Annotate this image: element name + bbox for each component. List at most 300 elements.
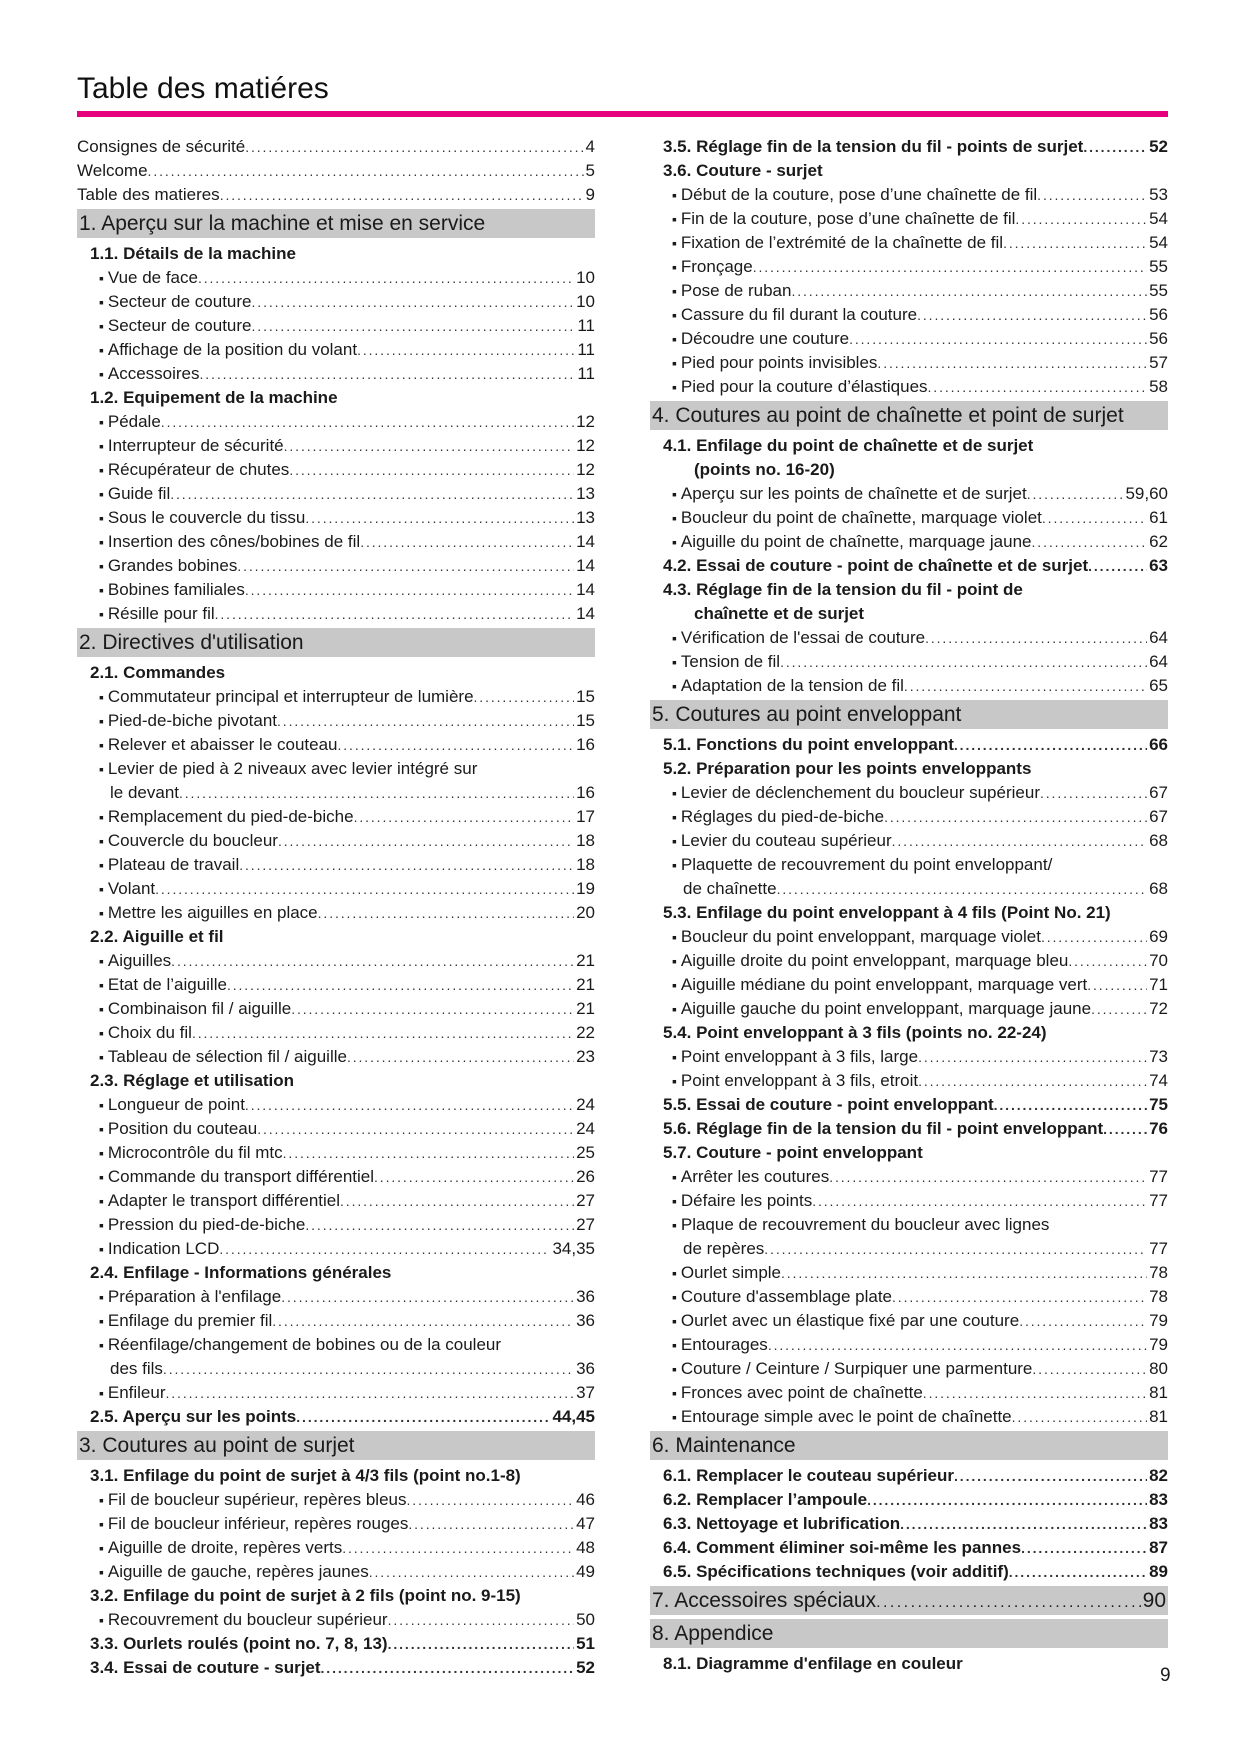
- toc-entry-title: ▪ Pied-de-biche pivotant: [99, 709, 277, 733]
- dot-leader: [1041, 925, 1147, 949]
- dot-leader: [338, 733, 575, 757]
- toc-entry-page: 25: [576, 1143, 595, 1162]
- page-number: 9: [1160, 1665, 1171, 1686]
- toc-entry-page: 63: [1149, 556, 1168, 575]
- dot-leader: [239, 853, 574, 877]
- dot-leader: [388, 1608, 575, 1632]
- toc-entry-title: ▪ Levier de déclenchement du boucleur supérieur: [672, 781, 1040, 805]
- toc-entry-title: 3.2. Enfilage du point de surjet à 2 fils (point no. 9-15): [90, 1586, 521, 1605]
- toc-entry-page: 83: [1149, 1490, 1168, 1509]
- dot-leader: [1037, 183, 1147, 207]
- toc-subsection: [650, 159, 1168, 183]
- dot-leader: [245, 135, 583, 159]
- toc-entry: [77, 709, 595, 733]
- dot-leader: [900, 1512, 1147, 1536]
- toc-entry-page: 75: [1149, 1095, 1168, 1114]
- toc-entry: [650, 650, 1168, 674]
- dot-leader: [1083, 135, 1147, 159]
- toc-entry-title: 5.2. Préparation pour les points enveloppants: [663, 759, 1032, 778]
- toc-entry: [77, 997, 595, 1021]
- toc-entry: [77, 1141, 595, 1165]
- toc-entry-title: 4.1. Enfilage du point de chaînette et de surjet: [663, 436, 1034, 455]
- toc-entry-title: 8.1. Diagramme d'enfilage en couleur: [663, 1654, 963, 1673]
- toc-entry-page: 12: [576, 460, 595, 479]
- toc-entry: [650, 482, 1168, 506]
- toc-subsection: [650, 901, 1168, 925]
- toc-entry: [77, 338, 595, 362]
- toc-entry-title: ▪ Fin de la couture, pose d’une chaînette de fil: [672, 207, 1015, 231]
- toc-entry-title: des fils: [110, 1359, 163, 1378]
- toc-entry-title: ▪ Volant: [99, 877, 155, 901]
- dot-leader: [284, 434, 574, 458]
- toc-entry: [650, 279, 1168, 303]
- dot-leader: [360, 530, 574, 554]
- dot-leader: [237, 554, 574, 578]
- toc-entry-title: ▪ Mettre les aiguilles en place: [99, 901, 318, 925]
- toc-entry: [77, 266, 595, 290]
- toc-section-heading: [77, 628, 595, 657]
- toc-entry-page: 80: [1149, 1359, 1168, 1378]
- toc-entry-title: 5.3. Enfilage du point enveloppant à 4 fils (Point No. 21): [663, 903, 1111, 922]
- toc-entry-title: ▪ Découdre une couture: [672, 327, 849, 351]
- toc-subsection: [650, 1488, 1168, 1512]
- dot-leader: [357, 338, 575, 362]
- dot-leader: [200, 362, 576, 386]
- toc-subsection: [77, 925, 595, 949]
- dot-leader: [291, 997, 574, 1021]
- toc-entry: [650, 1357, 1168, 1381]
- toc-entry-title: ▪ Secteur de couture: [99, 314, 252, 338]
- dot-leader: [347, 1045, 574, 1069]
- toc-entry-title: ▪ Arrêter les coutures: [672, 1165, 829, 1189]
- toc-entry-title: 7. Accessoires spéciaux: [652, 1589, 877, 1612]
- toc-entry: [650, 207, 1168, 231]
- toc-entry-page: 69: [1149, 927, 1168, 946]
- dot-leader: [321, 1656, 575, 1680]
- toc-entry-title: Consignes de sécurité: [77, 137, 246, 156]
- dot-leader: [257, 1117, 574, 1141]
- toc-entry-title: 5. Coutures au point enveloppant: [652, 703, 962, 726]
- toc-entry: [77, 973, 595, 997]
- toc-entry-title: ▪ Début de la couture, pose d’une chaînette de fil: [672, 183, 1037, 207]
- toc-entry-page: 24: [576, 1095, 595, 1114]
- dot-leader: [884, 805, 1147, 829]
- toc-entry-page: 55: [1149, 257, 1168, 276]
- dot-leader: [1009, 1560, 1147, 1584]
- toc-entry-title: ▪ Bobines familiales: [99, 578, 245, 602]
- toc-entry-title: 3. Coutures au point de surjet: [79, 1434, 355, 1457]
- toc-entry-page: 18: [576, 855, 595, 874]
- toc-entry-title: ▪ Secteur de couture: [99, 290, 252, 314]
- toc-entry-title: chaînette et de surjet: [694, 604, 865, 623]
- toc-entry-page: 76: [1149, 1119, 1168, 1138]
- toc-entry-title: 4. Coutures au point de chaînette et point de surjet: [652, 404, 1124, 427]
- toc-entry-page: 11: [577, 364, 595, 383]
- toc-entry-title: ▪ Récupérateur de chutes: [99, 458, 289, 482]
- title-underline: [77, 111, 1168, 117]
- toc-subsection: [650, 1464, 1168, 1488]
- dot-leader: [753, 255, 1147, 279]
- toc-entry-page: 17: [576, 807, 595, 826]
- toc-entry-page: 87: [1149, 1538, 1168, 1557]
- toc-entry-page: 52: [1149, 137, 1168, 156]
- toc-entry-title: 5.4. Point enveloppant à 3 fils (points no. 22-24): [663, 1023, 1047, 1042]
- toc-subsection: [650, 757, 1168, 781]
- toc-entry: [650, 327, 1168, 351]
- toc-entry-title: ▪ Plaquette de recouvrement du point enveloppant/: [672, 853, 1052, 877]
- toc-entry: [77, 602, 595, 626]
- toc-entry-page: 4: [585, 137, 595, 156]
- dot-leader: [1032, 1357, 1147, 1381]
- dot-leader: [374, 1165, 574, 1189]
- toc-entry-title: 2.4. Enfilage - Informations générales: [90, 1263, 392, 1282]
- toc-entry: [650, 1285, 1168, 1309]
- dot-leader: [166, 1381, 575, 1405]
- toc-entry-page: 20: [576, 903, 595, 922]
- toc-entry-page: 73: [1149, 1047, 1168, 1066]
- toc-entry-title: 5.5. Essai de couture - point enveloppant: [663, 1095, 994, 1114]
- dot-leader: [791, 279, 1147, 303]
- toc-entry: [77, 877, 595, 901]
- dot-leader: [1040, 781, 1147, 805]
- toc-entry: [650, 949, 1168, 973]
- toc-entry-title: ▪ Vérification de l'essai de couture: [672, 626, 925, 650]
- toc-entry-title: ▪ Pied pour points invisibles: [672, 351, 877, 375]
- toc-entry-page: 52: [576, 1658, 595, 1677]
- toc-entry-page: 78: [1149, 1287, 1168, 1306]
- dot-leader: [277, 709, 574, 733]
- toc-entry-page: 81: [1149, 1383, 1168, 1402]
- toc-entry-title: ▪ Position du couteau: [99, 1117, 257, 1141]
- toc-entry-title: ▪ Enfilage du premier fil: [99, 1309, 272, 1333]
- toc-entry-title: ▪ Réglages du pied-de-biche: [672, 805, 884, 829]
- toc-entry-page: 14: [576, 580, 595, 599]
- toc-entry-page: 57: [1149, 353, 1168, 372]
- toc-entry-title: ▪ Cassure du fil durant la couture: [672, 303, 917, 327]
- toc-subsection: [650, 733, 1168, 757]
- dot-leader: [474, 685, 575, 709]
- dot-leader: [777, 877, 1148, 901]
- toc-entry-title: ▪ Insertion des cônes/bobines de fil: [99, 530, 360, 554]
- toc-entry-title: ▪ Fronçage: [672, 255, 753, 279]
- toc-entry-title: ▪ Pose de ruban: [672, 279, 791, 303]
- toc-subsection: [77, 661, 595, 685]
- toc-entry-page: 64: [1149, 652, 1168, 671]
- toc-entry-page: 22: [576, 1023, 595, 1042]
- dot-leader: [1042, 506, 1147, 530]
- toc-entry-page: 11: [577, 316, 595, 335]
- toc-entry: [650, 375, 1168, 399]
- toc-entry: [77, 314, 595, 338]
- toc-entry: [77, 1381, 595, 1405]
- toc-entry: [77, 1237, 595, 1261]
- toc-entry-title: ▪ Accessoires: [99, 362, 200, 386]
- toc-entry: [650, 1333, 1168, 1357]
- toc-entry-page: 62: [1149, 532, 1168, 551]
- dot-leader: [252, 290, 575, 314]
- dot-leader: [283, 1141, 574, 1165]
- toc-entry: [77, 1117, 595, 1141]
- toc-entry-page: 21: [576, 975, 595, 994]
- toc-entry-page: 67: [1149, 807, 1168, 826]
- dot-leader: [1091, 997, 1147, 1021]
- toc-entry-page: 53: [1149, 185, 1168, 204]
- toc-entry-page: 51: [576, 1634, 595, 1653]
- toc-entry-title: ▪ Longueur de point: [99, 1093, 245, 1117]
- toc-entry-title: ▪ Commande du transport différentiel: [99, 1165, 374, 1189]
- toc-entry: [650, 1261, 1168, 1285]
- toc-entry-title: ▪ Ourlet avec un élastique fixé par une couture: [672, 1309, 1019, 1333]
- dot-leader: [179, 781, 574, 805]
- dot-leader: [994, 1093, 1147, 1117]
- toc-entry-title: ▪ Adapter le transport différentiel: [99, 1189, 340, 1213]
- dot-leader: [918, 1045, 1147, 1069]
- toc-entry: [77, 1333, 595, 1357]
- toc-entry-title: ▪ Ourlet simple: [672, 1261, 781, 1285]
- toc-entry-page: 48: [576, 1538, 595, 1557]
- toc-subsection: [77, 1584, 595, 1608]
- toc-subsection: [650, 1536, 1168, 1560]
- toc-entry: [77, 1512, 595, 1536]
- toc-entry-page: 77: [1149, 1239, 1168, 1258]
- toc-entry: [77, 685, 595, 709]
- toc-entry: [77, 829, 595, 853]
- toc-entry: [77, 410, 595, 434]
- toc-entry-page: 13: [576, 508, 595, 527]
- toc-entry-page: 54: [1149, 209, 1168, 228]
- toc-entry-title: ▪ Boucleur du point enveloppant, marquage violet: [672, 925, 1041, 949]
- dot-leader: [829, 1165, 1147, 1189]
- dot-leader: [305, 1213, 574, 1237]
- toc-entry-page: 10: [576, 268, 595, 287]
- dot-leader: [849, 327, 1147, 351]
- toc-entry-title: (points no. 16-20): [694, 460, 835, 479]
- dot-leader: [215, 602, 574, 626]
- toc-entry-page: 14: [576, 556, 595, 575]
- toc-entry-title: 6.1. Remplacer le couteau supérieur: [663, 1466, 955, 1485]
- dot-leader: [198, 266, 574, 290]
- toc-entry-title: ▪ Pied pour la couture d’élastiques: [672, 375, 928, 399]
- dot-leader: [877, 351, 1147, 375]
- toc-entry-page: 26: [576, 1167, 595, 1186]
- toc-entry-title: 3.6. Couture - surjet: [663, 161, 823, 180]
- toc-entry-title: ▪ Point enveloppant à 3 fils, large: [672, 1045, 918, 1069]
- toc-entry: [650, 805, 1168, 829]
- toc-entry: [650, 1069, 1168, 1093]
- dot-leader: [161, 410, 574, 434]
- toc-entry-title: 1.2. Equipement de la machine: [90, 388, 338, 407]
- toc-entry-page: 67: [1149, 783, 1168, 802]
- toc-entry: [77, 733, 595, 757]
- toc-entry-page: 72: [1149, 999, 1168, 1018]
- toc-entry-page: 21: [576, 999, 595, 1018]
- dot-leader: [918, 1069, 1147, 1093]
- toc-entry-title: ▪ Interrupteur de sécurité: [99, 434, 284, 458]
- toc-entry: [77, 482, 595, 506]
- toc-entry-title: 5.6. Réglage fin de la tension du fil - point enveloppant: [663, 1119, 1104, 1138]
- toc-entry-page: 14: [576, 604, 595, 623]
- toc-entry-page: 50: [576, 1610, 595, 1629]
- toc-entry: [650, 351, 1168, 375]
- toc-entry: [77, 1536, 595, 1560]
- toc-entry-title: ▪ Affichage de la position du volant: [99, 338, 357, 362]
- toc-entry-page: 59,60: [1125, 484, 1168, 503]
- toc-entry: [77, 1021, 595, 1045]
- dot-leader: [289, 458, 574, 482]
- dot-leader: [1027, 482, 1124, 506]
- toc-subsection: [77, 1464, 595, 1488]
- toc-entry-title: ▪ Tableau de sélection fil / aiguille: [99, 1045, 347, 1069]
- dot-leader: [1019, 1309, 1147, 1333]
- toc-entry-title: ▪ Guide fil: [99, 482, 170, 506]
- dot-leader: [220, 183, 584, 207]
- toc-subsection: [650, 458, 1168, 482]
- toc-entry-title: ▪ Pression du pied-de-biche: [99, 1213, 305, 1237]
- toc-entry: [77, 1045, 595, 1069]
- toc-left-column: [77, 135, 595, 1680]
- dot-leader: [219, 1237, 550, 1261]
- toc-subsection: [650, 602, 1168, 626]
- toc-entry-page: 24: [576, 1119, 595, 1138]
- toc-entry-title: le devant: [110, 783, 179, 802]
- toc-entry-title: ▪ Fixation de l’extrémité de la chaînette de fil: [672, 231, 1003, 255]
- toc-entry-page: 11: [577, 340, 595, 359]
- toc-entry-page: 18: [576, 831, 595, 850]
- dot-leader: [369, 1560, 574, 1584]
- toc-section-heading: [77, 209, 595, 238]
- toc-subsection: [77, 1632, 595, 1656]
- toc-entry: [650, 829, 1168, 853]
- toc-entry-title: ▪ Commutateur principal et interrupteur de lumière: [99, 685, 474, 709]
- dot-leader: [904, 674, 1147, 698]
- toc-entry: [650, 1213, 1168, 1237]
- toc-entry-title: ▪ Enfileur: [99, 1381, 166, 1405]
- toc-entry: [77, 458, 595, 482]
- toc-entry: [650, 781, 1168, 805]
- dot-leader: [867, 1488, 1147, 1512]
- dot-leader: [354, 805, 575, 829]
- toc-entry: [650, 1189, 1168, 1213]
- toc-entry-title: 6.5. Spécifications techniques (voir additif): [663, 1562, 1009, 1581]
- toc-entry-title: ▪ Fil de boucleur supérieur, repères bleus: [99, 1488, 406, 1512]
- dot-leader: [148, 159, 584, 183]
- dot-leader: [1068, 949, 1147, 973]
- dot-leader: [1032, 530, 1148, 554]
- toc-entry: [77, 1488, 595, 1512]
- toc-entry: [77, 781, 595, 805]
- toc-entry-page: 12: [576, 436, 595, 455]
- toc-section-heading: [77, 1431, 595, 1460]
- toc-entry-title: ▪ Aiguille du point de chaînette, marquage jaune: [672, 530, 1032, 554]
- toc-entry-page: 56: [1149, 329, 1168, 348]
- toc-entry-title: ▪ Remplacement du pied-de-biche: [99, 805, 354, 829]
- toc-entry-title: 2. Directives d'utilisation: [79, 631, 304, 654]
- toc-entry-page: 36: [576, 1359, 595, 1378]
- toc-entry: [650, 674, 1168, 698]
- toc-subsection: [77, 1656, 595, 1680]
- toc-entry-page: 15: [576, 711, 595, 730]
- dot-leader: [1003, 231, 1147, 255]
- toc-subsection: [650, 135, 1168, 159]
- toc-entry-page: 61: [1149, 508, 1168, 527]
- toc-entry: [650, 1237, 1168, 1261]
- toc-entry-title: ▪ Pédale: [99, 410, 161, 434]
- dot-leader: [925, 626, 1147, 650]
- dot-leader: [227, 973, 574, 997]
- toc-entry-title: 3.3. Ourlets roulés (point no. 7, 8, 13): [90, 1634, 388, 1653]
- toc-entry-title: ▪ Aiguille de gauche, repères jaunes: [99, 1560, 369, 1584]
- toc-entry-title: 2.2. Aiguille et fil: [90, 927, 224, 946]
- toc-entry-title: Welcome: [77, 161, 148, 180]
- toc-entry-page: 70: [1149, 951, 1168, 970]
- toc-entry-title: ▪ Recouvrement du boucleur supérieur: [99, 1608, 388, 1632]
- toc-entry-page: 55: [1149, 281, 1168, 300]
- toc-entry-page: 82: [1149, 1466, 1168, 1485]
- toc-entry: [650, 1309, 1168, 1333]
- toc-entry-page: 90: [1142, 1589, 1166, 1612]
- toc-entry-title: Table des matieres: [77, 185, 220, 204]
- dot-leader: [780, 650, 1147, 674]
- toc-entry-title: 3.5. Réglage fin de la tension du fil - points de surjet: [663, 137, 1084, 156]
- toc-entry: [77, 1285, 595, 1309]
- toc-entry-page: 68: [1149, 831, 1168, 850]
- toc-entry: [77, 135, 595, 159]
- toc-entry-page: 56: [1149, 305, 1168, 324]
- toc-section-heading: [650, 700, 1168, 729]
- toc-entry: [77, 1093, 595, 1117]
- toc-entry-title: ▪ Aiguille médiane du point enveloppant, marquage vert: [672, 973, 1087, 997]
- toc-entry-page: 34,35: [552, 1239, 595, 1258]
- dot-leader: [768, 1333, 1147, 1357]
- toc-entry: [650, 973, 1168, 997]
- dot-leader: [406, 1488, 574, 1512]
- toc-entry-page: 79: [1149, 1311, 1168, 1330]
- dot-leader: [781, 1261, 1147, 1285]
- dot-leader: [155, 877, 574, 901]
- toc-entry-title: ▪ Aiguille droite du point enveloppant, marquage bleu: [672, 949, 1068, 973]
- dot-leader: [163, 1357, 574, 1381]
- toc-entry-page: 12: [576, 412, 595, 431]
- toc-entry: [650, 877, 1168, 901]
- toc-entry-title: 2.5. Aperçu sur les points: [90, 1407, 297, 1426]
- toc-entry-title: 5.7. Couture - point enveloppant: [663, 1143, 923, 1162]
- toc-entry-page: 10: [576, 292, 595, 311]
- toc-entry-title: 8. Appendice: [652, 1622, 774, 1645]
- dot-leader: [272, 1309, 574, 1333]
- toc-subsection: [650, 1117, 1168, 1141]
- dot-leader: [892, 829, 1147, 853]
- toc-entry-title: ▪ Couture d'assemblage plate: [672, 1285, 892, 1309]
- toc-entry-page: 14: [576, 532, 595, 551]
- toc-subsection: [650, 1652, 1168, 1676]
- toc-entry: [77, 1560, 595, 1584]
- dot-leader: [954, 1464, 1147, 1488]
- toc-entry-page: 16: [576, 783, 595, 802]
- toc-subsection: [77, 1405, 595, 1429]
- toc-entry-page: 5: [585, 161, 595, 180]
- toc-entry-title: ▪ Plateau de travail: [99, 853, 239, 877]
- dot-leader: [305, 506, 574, 530]
- toc-entry-title: ▪ Entourages: [672, 1333, 768, 1357]
- toc-entry: [650, 183, 1168, 207]
- toc-entry: [650, 231, 1168, 255]
- toc-entry-title: de repères: [683, 1239, 765, 1258]
- toc-subsection: [650, 554, 1168, 578]
- toc-entry-title: ▪ Relever et abaisser le couteau: [99, 733, 338, 757]
- toc-entry: [77, 159, 595, 183]
- toc-entry-title: ▪ Aperçu sur les points de chaînette et de surjet: [672, 482, 1027, 506]
- toc-entry: [650, 1405, 1168, 1429]
